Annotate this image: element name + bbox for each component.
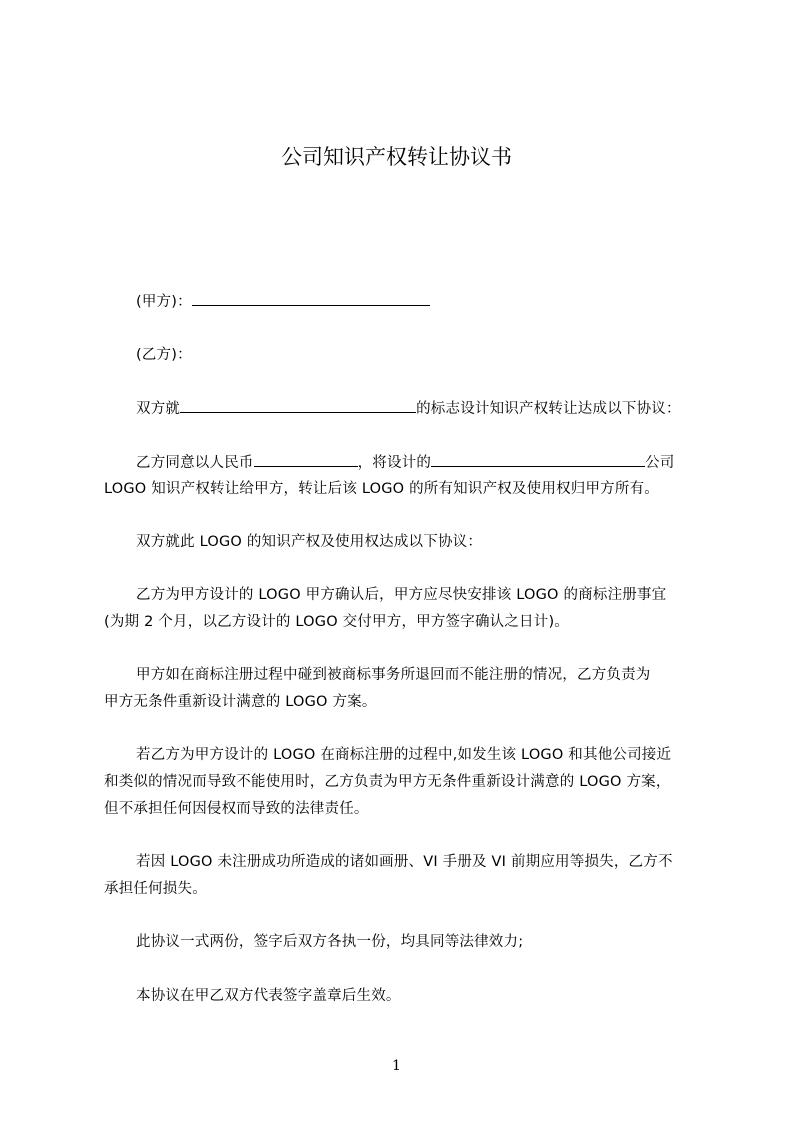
effective-clause: 本协议在甲乙双方代表签字盖章后生效。: [136, 988, 401, 1004]
document-title: 公司知识产权转让协议书: [281, 145, 512, 169]
clause-3-line-2: 和类似的情况而导致不能使用时，乙方负责为甲方无条件重新设计满意的 LOGO 方案，: [104, 774, 671, 790]
clause-1-line-2: (为期 2 个月，以乙方设计的 LOGO 交付甲方，甲方签字确认之日计)。: [104, 614, 569, 630]
clause-3-line-1: 若乙方为甲方设计的 LOGO 在商标注册的过程中,如发生该 LOGO 和其他公司接近: [136, 747, 672, 763]
party-b-line: [104, 345, 736, 365]
transfer-middle: ，将设计的: [357, 455, 432, 471]
page-number: 1: [392, 1058, 401, 1074]
transfer-line-2: LOGO 知识产权转让给甲方，转让后该 LOGO 的所有知识产权及使用权归甲方所有。: [104, 481, 659, 497]
amount-blank[interactable]: [254, 452, 358, 467]
transfer-line-1: [104, 452, 736, 473]
company-name-blank[interactable]: [431, 452, 645, 467]
clause-4-line-1: 若因 LOGO 未注册成功所造成的诸如画册、VI 手册及 VI 前期应用等损失，乙方不: [136, 854, 673, 870]
party-b-label: (乙方)：: [136, 347, 192, 363]
intro-prefix: 双方就: [136, 401, 181, 417]
clause-4-line-2: 承担任何损失。: [104, 881, 207, 897]
transfer-prefix: 乙方同意以人民币: [136, 455, 254, 471]
party-a-line: [104, 291, 736, 312]
agreement-intro: 双方就此 LOGO 的知识产权及使用权达成以下协议：: [136, 534, 483, 550]
clause-2-line-2: 甲方无条件重新设计满意的 LOGO 方案。: [104, 694, 377, 710]
transfer-suffix: 公司: [645, 455, 675, 471]
party-a-label: (甲方)：: [136, 294, 192, 310]
intro-suffix: 的标志设计知识产权转让达成以下协议：: [416, 401, 681, 417]
intro-line: [104, 398, 736, 419]
clause-3-line-3: 但不承担任何因侵权而导致的法律责任。: [104, 801, 369, 817]
clause-2-line-1: 甲方如在商标注册过程中碰到被商标事务所退回而不能注册的情况，乙方负责为: [136, 667, 651, 683]
project-name-blank[interactable]: [180, 398, 416, 413]
clause-1-line-1: 乙方为甲方设计的 LOGO 甲方确认后，甲方应尽快安排该 LOGO 的商标注册事宜: [136, 587, 667, 603]
copies-clause: 此协议一式两份，签字后双方各执一份，均具同等法律效力;: [136, 934, 524, 950]
party-a-blank[interactable]: [192, 291, 430, 306]
